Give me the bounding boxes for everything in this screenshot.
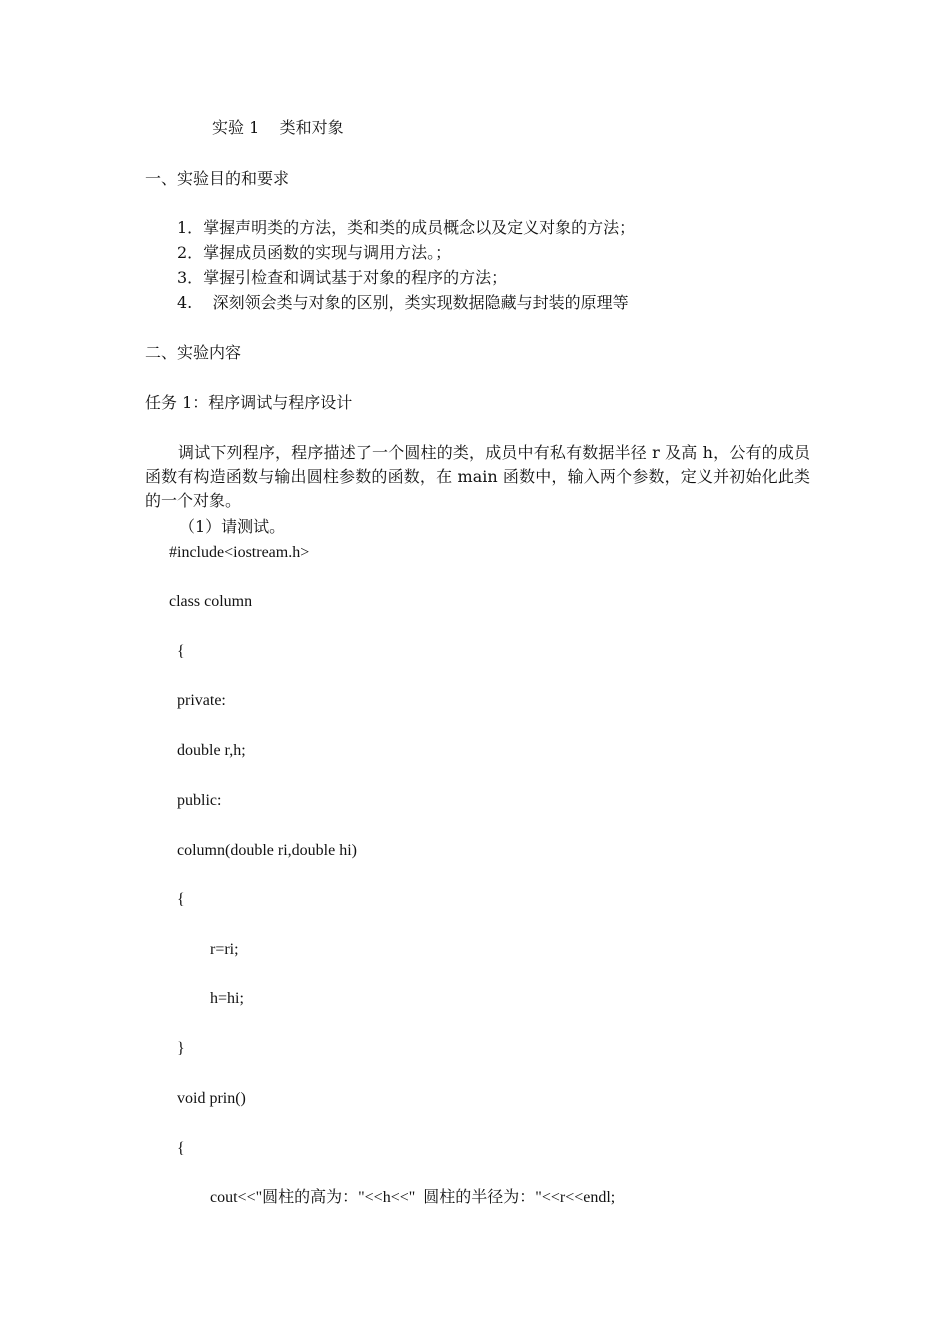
code-line: cout<<"圆柱的高为："<<h<<" 圆柱的半径为："<<r<<endl; — [210, 1189, 616, 1206]
code-line: h=hi; — [210, 990, 244, 1007]
code-line: double r,h; — [177, 742, 246, 759]
code-line: column(double ri,double hi) — [177, 842, 357, 859]
goal-item: 2．掌握成员函数的实现与调用方法。； — [177, 243, 452, 262]
section-heading-goals: 一、实验目的和要求 — [145, 169, 290, 188]
code-line: { — [177, 891, 185, 908]
code-line: r=ri; — [210, 941, 239, 958]
goal-item: 3．掌握引检查和调试基于对象的程序的方法； — [177, 268, 508, 287]
code-line: { — [177, 643, 185, 660]
code-line: public: — [177, 792, 222, 809]
section-heading-content: 二、实验内容 — [145, 343, 242, 362]
document-title: 实验 1 类和对象 — [212, 118, 344, 137]
step-label: （1）请测试。 — [179, 517, 286, 536]
code-line: class column — [169, 593, 253, 610]
goal-item: 4. 深刻领会类与对象的区别，类实现数据隐藏与封装的原理等 — [177, 293, 629, 312]
task-description: 调试下列程序，程序描述了一个圆柱的类，成员中有私有数据半径 r 及高 h，公有的成员函数有构造函数与输出圆柱参数的函数，在 main 函数中，输入两个参数，定义并初始化此类的一个对象。 — [145, 443, 810, 510]
goal-item: 1．掌握声明类的方法，类和类的成员概念以及定义对象的方法； — [177, 218, 636, 237]
code-line: { — [177, 1140, 185, 1157]
task-heading: 任务 1：程序调试与程序设计 — [145, 393, 353, 412]
code-line: #include<iostream.h> — [169, 544, 310, 561]
code-line: private: — [177, 692, 226, 709]
code-line: } — [177, 1040, 185, 1057]
code-line: void prin() — [177, 1090, 246, 1107]
